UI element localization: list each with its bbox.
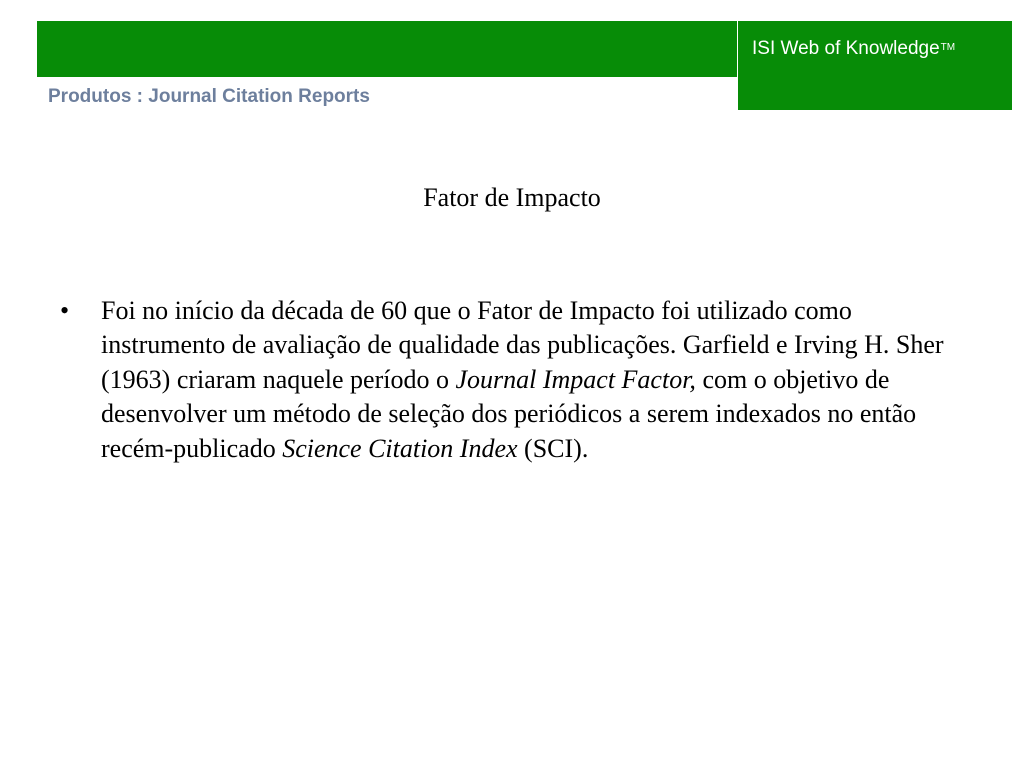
bullet-text-segment: com o objetivo de desenvolver um método de seleção dos periódicos a serem indexados no então recém-publicado <box>101 364 917 463</box>
bullet-text <box>101 296 944 463</box>
header-bar <box>37 21 737 77</box>
bullet-text-segment: (SCI). <box>517 433 589 463</box>
slide-title: Fator de Impacto <box>423 183 601 212</box>
bullet-text-italic-journal-impact-factor: Journal Impact Factor, <box>455 364 696 394</box>
brand-name: ISI Web of Knowledge <box>752 38 940 59</box>
brand-box <box>738 21 1012 110</box>
brand-logo-text <box>752 38 955 60</box>
bullet-list <box>60 294 970 466</box>
bullet-text-italic-science-citation-index: Science Citation Index <box>282 433 518 463</box>
brand-trademark: TM <box>940 42 956 53</box>
bullet-text-segment: Foi no início da década de 60 que o Fator de Impacto foi utilizado como instrumento de avaliação de qualidade das publicações. Garfield e Irving H. Sher (1963) criaram naquele período o <box>101 296 944 394</box>
bullet-item <box>60 294 970 466</box>
section-subtitle: Produtos : Journal Citation Reports <box>48 86 370 107</box>
bullet-marker: • <box>60 296 70 325</box>
